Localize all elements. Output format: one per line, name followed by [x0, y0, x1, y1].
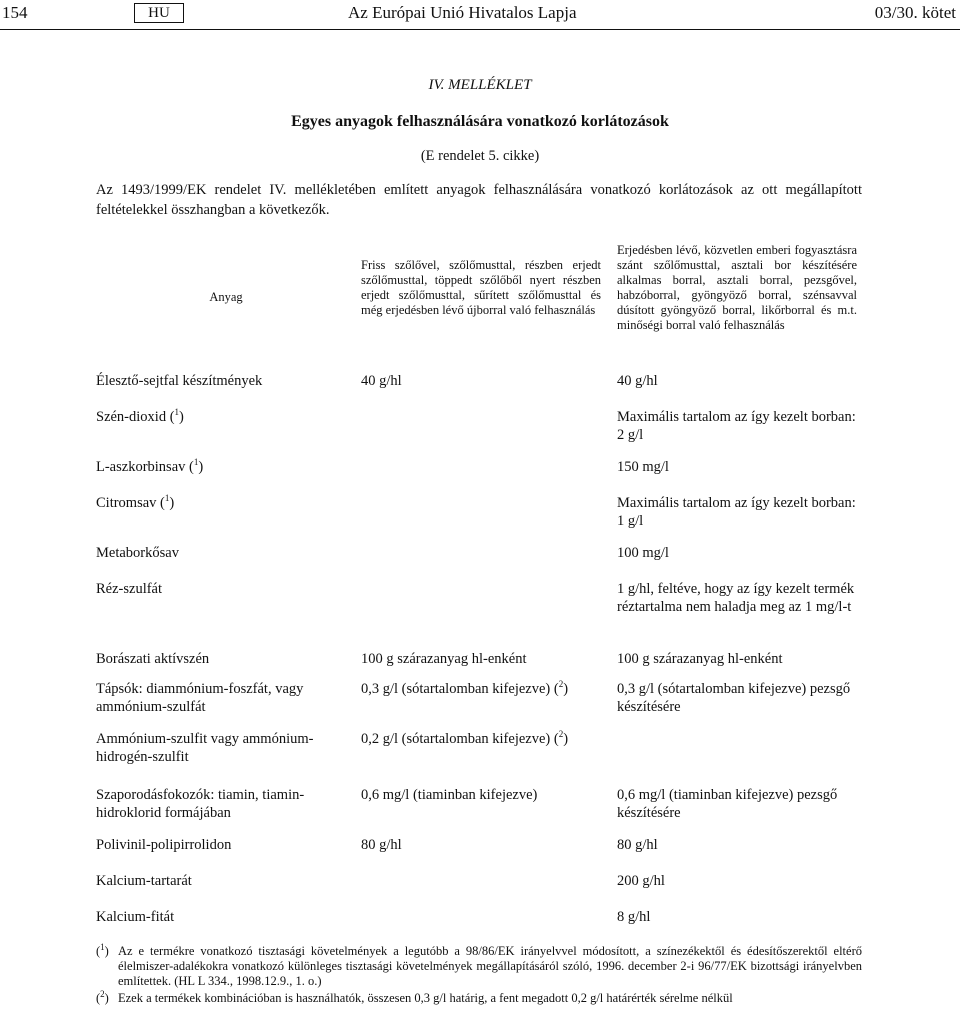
substance-cell-text: L-aszkorbinsav: [96, 459, 186, 475]
substance-cell: [96, 872, 334, 890]
must-limit-cell-text: 80 g/hl: [361, 837, 402, 853]
footnote-mark: ($^1$): [96, 941, 109, 958]
wine-limit-cell-text: Maximális tartalom az így kezelt borban: 1 g/l: [617, 495, 856, 529]
must-limit-cell-text: 100 g szárazanyag hl-enként: [361, 651, 527, 667]
wine-limit-cell: [617, 458, 862, 476]
must-limit-cell: [361, 786, 606, 804]
column-header-must: Friss szőlővel, szőlőmusttal, részben erjedt szőlőmusttal, töppedt szőlőből nyert részben erjedt szőlőmusttal, sűrített szőlőmusttal és még erjedésben lévő újborral való felhasználás: [361, 258, 601, 317]
table-row: [96, 872, 862, 908]
footnotes: [96, 941, 862, 1008]
annex-title: Egyes anyagok felhasználására vonatkozó korlátozások: [291, 113, 669, 130]
wine-limit-cell-text: 0,6 mg/l (tiaminban kifejezve) pezsgő készítésére: [617, 787, 838, 821]
substance-cell-text: Kalcium-fitát: [96, 909, 175, 925]
column-header-wine: Erjedésben lévő, közvetlen emberi fogyasztásra szánt szőlőmusttal, asztali bor készítésére alkalmas borral, asztali borral, pezsgővel, habzóborral, gyöngyöző borral, szénsavval dúsított gyöngyöző borral, likőrborral és m.t. minőségi borral való felhasználás: [617, 243, 857, 332]
substance-cell-text: Ammónium-szulfit vagy ammónium-hidrogén-szulfit: [96, 731, 314, 765]
wine-limit-cell: [617, 580, 862, 616]
wine-limit-cell: [617, 544, 862, 562]
wine-limit-cell-text: 200 g/hl: [617, 873, 665, 889]
must-limit-cell: [361, 372, 606, 390]
page-number: 154: [2, 3, 28, 22]
table-row: [96, 494, 862, 544]
footnote-ref: 1: [174, 407, 180, 418]
substance-cell: [96, 580, 334, 598]
substance-cell-text: Kalcium-tartarát: [96, 873, 192, 889]
substance-cell-text: Élesztő-sejtfal készítmények: [96, 373, 263, 389]
wine-limit-cell-text: 100 g szárazanyag hl-enként: [617, 651, 783, 667]
language-badge: HU: [134, 3, 184, 23]
wine-limit-cell-text: 100 mg/l: [617, 545, 669, 561]
must-limit-cell-text: 0,3 g/l (sótartalomban kifejezve): [361, 681, 551, 697]
table-row: [96, 680, 862, 730]
wine-limit-cell: [617, 494, 862, 530]
wine-limit-cell: [617, 786, 862, 822]
wine-limit-cell: [617, 650, 862, 668]
wine-limit-cell-text: 8 g/hl: [617, 909, 651, 925]
substance-cell: [96, 650, 334, 668]
table-row: [96, 650, 862, 680]
substance-cell-text: Metaborkősav: [96, 545, 179, 561]
substance-cell-text: Polivinil-polipirrolidon: [96, 837, 232, 853]
wine-limit-cell: [617, 836, 862, 854]
footnote-text: Ezek a termékek kombinációban is használhatók, összesen 0,3 g/l határig, a fent megadott 0,2 g/l határérték sérelme nélkül: [118, 991, 733, 1005]
table-row: [96, 836, 862, 872]
table-row: [96, 580, 862, 650]
footnote-ref: 1: [164, 493, 170, 504]
journal-title: Az Európai Unió Hivatalos Lapja: [348, 3, 577, 22]
substance-cell: Szén-dioxid ($^1$): [96, 407, 184, 425]
must-limit-cell-text: 0,6 mg/l (tiaminban kifejezve): [361, 787, 538, 803]
substance-cell-text: Citromsav: [96, 495, 157, 511]
substance-cell: [96, 372, 334, 390]
substance-cell-text: Tápsók: diammónium-foszfát, vagy ammónium-szulfát: [96, 681, 304, 715]
footnote-mark: ($^2$): [96, 988, 109, 1005]
footnote-ref: 2: [558, 679, 564, 690]
restrictions-table: [96, 372, 862, 944]
substance-cell: Citromsav ($^1$): [96, 493, 175, 511]
substance-cell-text: Réz-szulfát: [96, 581, 163, 597]
annex-label: IV. MELLÉKLET: [428, 77, 532, 93]
substance-cell-text: Borászati aktívszén: [96, 651, 210, 667]
wine-limit-cell: [617, 680, 862, 716]
footnote-ref: 1: [193, 457, 199, 468]
substance-cell: [96, 836, 334, 854]
table-row: [96, 458, 862, 494]
column-header-substance: Anyag: [209, 290, 243, 304]
substance-cell: [96, 908, 334, 926]
substance-cell: [96, 680, 334, 716]
must-limit-cell-text: 0,2 g/l (sótartalomban kifejezve): [361, 731, 551, 747]
must-limit-cell: 0,2 g/l (sótartalomban kifejezve) ($^2$): [361, 729, 569, 747]
must-limit-cell: [361, 836, 606, 854]
substance-cell: [96, 730, 334, 766]
footnote-text: Az e termékre vonatkozó tisztasági követelmények a legutóbb a 98/86/EK irányelvvel módosított, a színezékektől és édesítőszerektől eltérő élelmiszer-adalékokra vonatkozó különleges tisztasági követelmények megállapításáról szóló, 1996. december 2-i 96/77/EK bizottsági irányelvben említettek. (HL L 334., 1998.12.9., 1. o.): [118, 944, 862, 988]
wine-limit-cell: [617, 372, 862, 390]
footnote: [96, 941, 862, 989]
wine-limit-cell: [617, 408, 862, 444]
table-row: [96, 908, 862, 944]
substance-cell: [96, 544, 334, 562]
table-row: [96, 730, 862, 786]
table-row: [96, 544, 862, 580]
header-divider: [0, 29, 960, 30]
wine-limit-cell-text: 150 mg/l: [617, 459, 669, 475]
wine-limit-cell-text: 80 g/hl: [617, 837, 658, 853]
wine-limit-cell-text: Maximális tartalom az így kezelt borban: 2 g/l: [617, 409, 856, 443]
annex-reference: (E rendelet 5. cikke): [420, 148, 540, 164]
table-row: [96, 408, 862, 458]
substance-cell: L-aszkorbinsav ($^1$): [96, 457, 204, 475]
volume-label: 03/30. kötet: [874, 3, 956, 22]
substance-cell: [96, 786, 334, 822]
table-row: [96, 372, 862, 408]
must-limit-cell-text: 40 g/hl: [361, 373, 402, 389]
wine-limit-cell-text: 40 g/hl: [617, 373, 658, 389]
substance-cell-text: Szaporodásfokozók: tiamin, tiamin-hidroklorid formájában: [96, 787, 305, 821]
wine-limit-cell: [617, 908, 862, 926]
must-limit-cell: 0,3 g/l (sótartalomban kifejezve) ($^2$): [361, 679, 569, 697]
footnote-ref: 2: [558, 729, 564, 740]
substance-cell-text: Szén-dioxid: [96, 409, 167, 425]
intro-paragraph: Az 1493/1999/EK rendelet IV. mellékletében említett anyagok felhasználására vonatkozó korlátozások az ott megállapított feltételekkel összhangban a következők.: [96, 182, 862, 218]
must-limit-cell: [361, 650, 606, 668]
wine-limit-cell-text: 1 g/hl, feltéve, hogy az így kezelt termék réztartalma nem haladja meg az 1 mg/l-t: [617, 581, 855, 615]
footnote: [96, 988, 862, 1006]
table-row: [96, 786, 862, 836]
wine-limit-cell: [617, 872, 862, 890]
wine-limit-cell-text: 0,3 g/l (sótartalomban kifejezve) pezsgő készítésére: [617, 681, 851, 715]
page-header: [0, 0, 960, 28]
